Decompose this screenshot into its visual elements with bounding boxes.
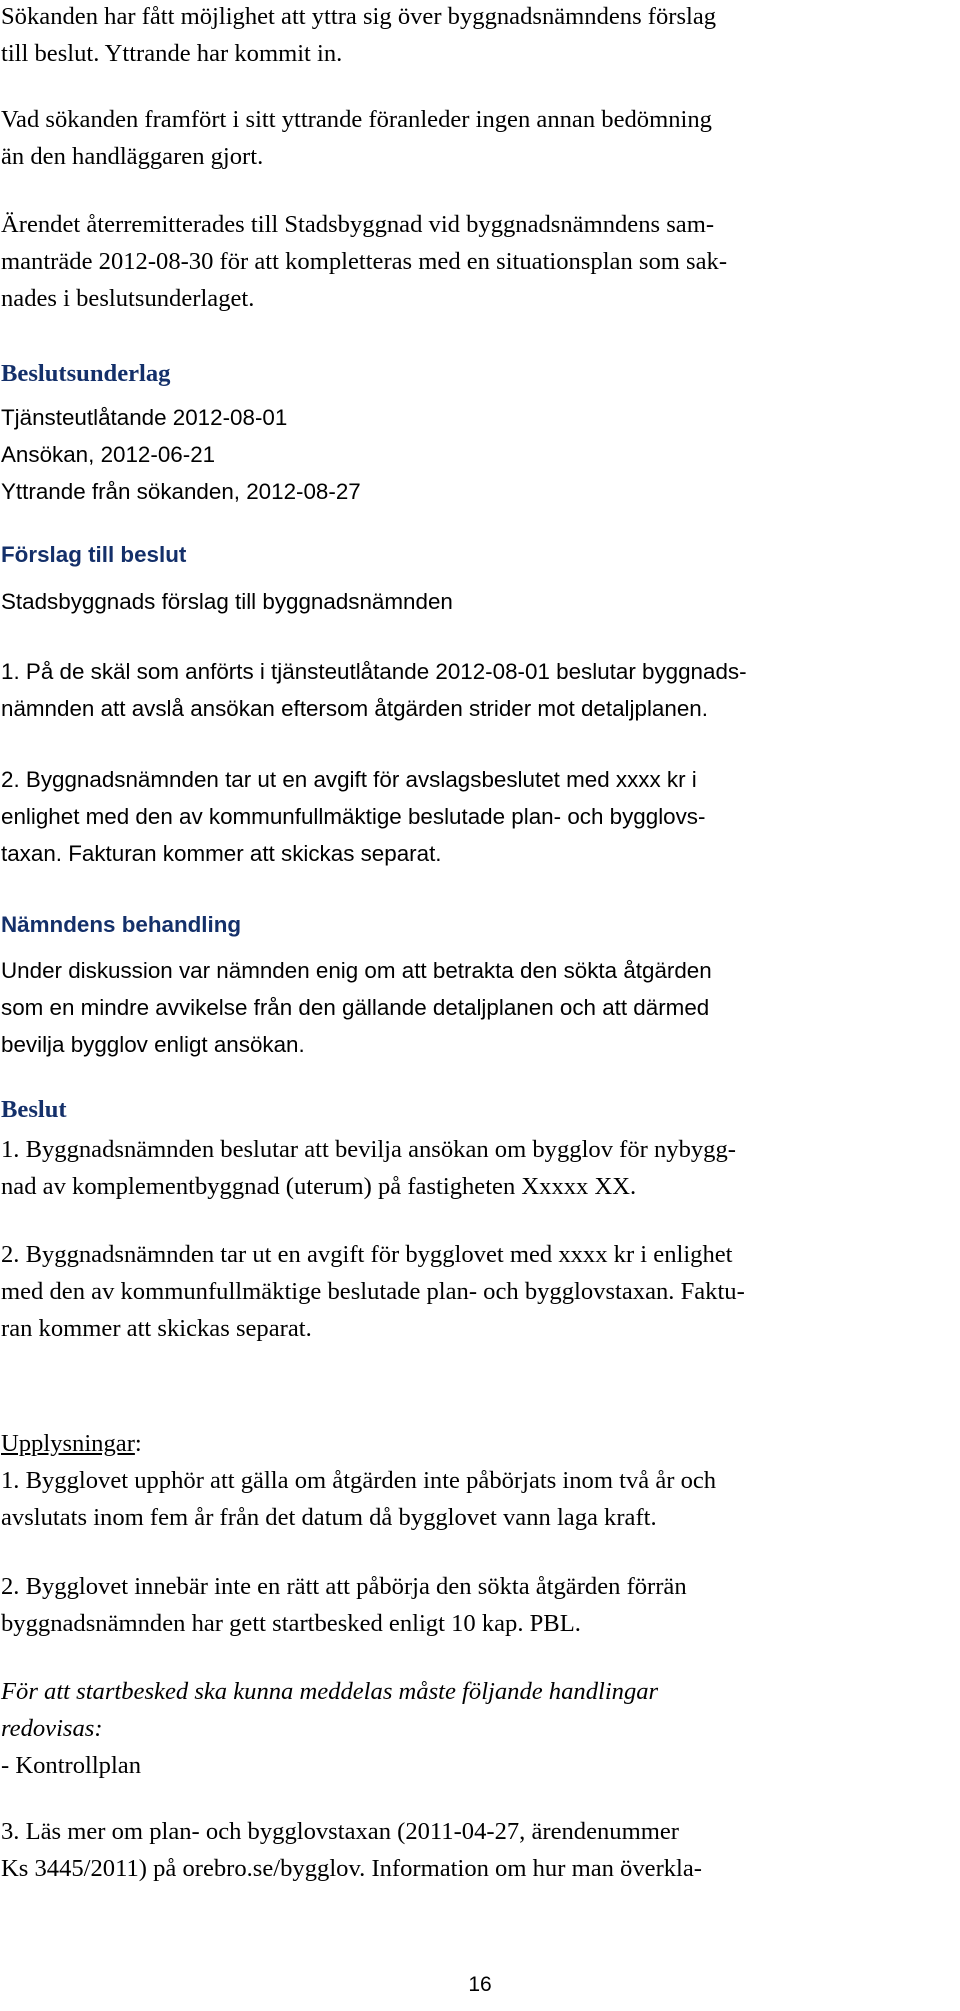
beslut-heading: Beslut — [1, 1096, 67, 1123]
startbesked-note: För att startbesked ska kunna meddelas måste följande handlingar redovisas: — [1, 1678, 659, 1742]
behandling-text: Under diskussion var nämnden enig om att betrakta den sökta åtgärden som en mindre avvikelse från den gällande detaljplanen och att därmed bevilja bygglov enligt ansökan. — [1, 958, 712, 1057]
intro-paragraph-1: Sökanden har fått möjlighet att yttra sig över byggnadsnämndens förslag till beslut. Yttrande har kommit in. — [1, 3, 717, 67]
upplysningar-heading: Upplysningar: — [1, 1430, 142, 1457]
list-item: Ansökan, 2012-06-21 — [1, 442, 216, 467]
beslutsunderlag-heading: Beslutsunderlag — [1, 360, 171, 387]
upplysningar-point-1: 1. Bygglovet upphör att gälla om åtgärden inte påbörjats inom två år och avslutats inom fem år från det datum då bygglovet vann laga kraft. — [1, 1467, 717, 1531]
upplysningar-point-2: 2. Bygglovet innebär inte en rätt att påbörja den sökta åtgärden förrän byggnadsnämnden har gett startbesked enligt 10 kap. PBL. — [1, 1573, 687, 1637]
behandling-heading: Nämndens behandling — [1, 912, 242, 937]
kontrollplan-item: - Kontrollplan — [1, 1752, 142, 1779]
forslag-heading: Förslag till beslut — [1, 542, 187, 567]
intro-paragraph-2: Vad sökanden framfört i sitt yttrande föranleder ingen annan bedömning än den handläggaren gjort. — [1, 106, 712, 170]
page-number: 16 — [468, 1973, 492, 1996]
intro-paragraph-3: Ärendet återremitterades till Stadsbyggnad vid byggnadsnämndens sam- manträde 2012-08-30 för att kompletteras med en situationsplan som sak- nades i beslutsunderlaget. — [1, 211, 728, 312]
beslut-point-2: 2. Byggnadsnämnden tar ut en avgift för bygglovet med xxxx kr i enlighet med den av kommunfullmäktige beslutade plan- och bygglovstaxan. Faktu- ran kommer att skickas separat. — [1, 1241, 745, 1342]
beslutsunderlag-list — [1, 399, 951, 510]
forslag-point-2: 2. Byggnadsnämnden tar ut en avgift för avslagsbeslutet med xxxx kr i enlighet med den av kommunfullmäktige beslutade plan- och bygglovs- taxan. Fakturan kommer att skickas separat. — [1, 767, 706, 866]
forslag-point-1: 1. På de skäl som anförts i tjänsteutlåtande 2012-08-01 beslutar byggnads- nämnden att avslå ansökan eftersom åtgärden strider mot detaljplanen. — [1, 659, 747, 721]
upplysningar-point-3: 3. Läs mer om plan- och bygglovstaxan (2011-04-27, ärendenummer Ks 3445/2011) på orebro.se/bygglov. Information om hur man överkla- — [1, 1818, 702, 1882]
forslag-subheading: Stadsbyggnads förslag till byggnadsnämnden — [1, 589, 453, 614]
list-item: Tjänsteutlåtande 2012-08-01 — [1, 405, 288, 430]
list-item: Yttrande från sökanden, 2012-08-27 — [1, 479, 361, 504]
beslut-point-1: 1. Byggnadsnämnden beslutar att bevilja ansökan om bygglov för nybygg- nad av komplementbyggnad (uterum) på fastigheten Xxxxx XX. — [1, 1136, 736, 1200]
